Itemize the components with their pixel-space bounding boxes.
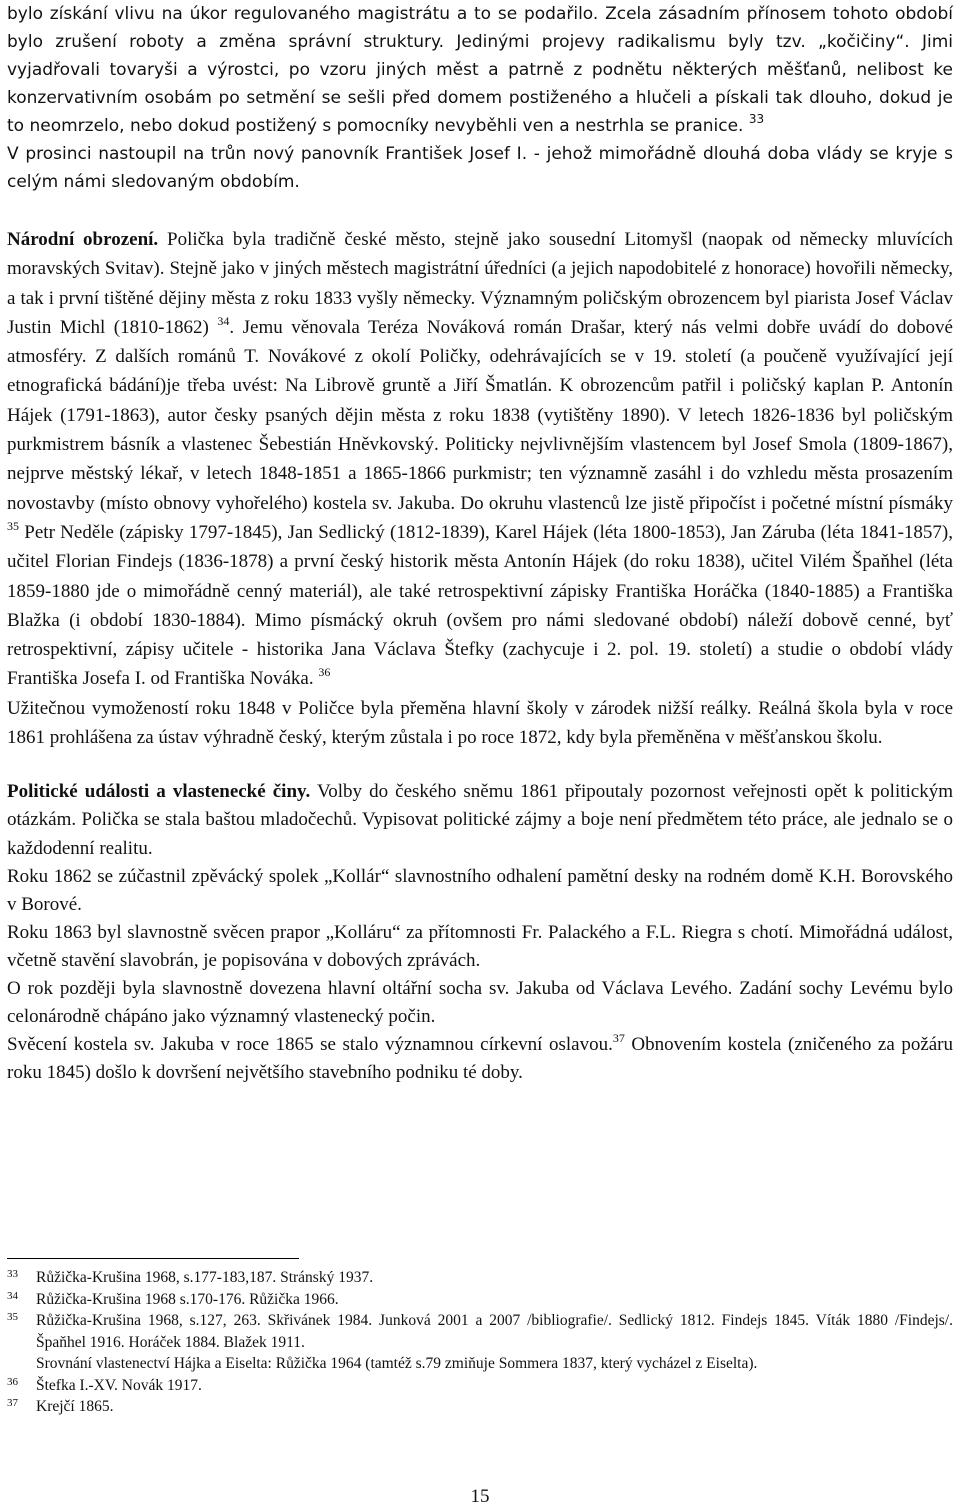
footnote-ref-34[interactable]: 34	[217, 313, 230, 328]
paragraph-text: Petr Neděle (zápisky 1797-1845), Jan Sedlický (1812-1839), Karel Hájek (léta 1800-1853), Jan Záruba (léta 1841-1857), učitel Florian Findejs (1836-1878) a první český historik města Antonín Hájek (do roku 1838), učitel Vilém Špaňhel (léta 1859-1880 jde o mimořádně cenný materiál), ale také retrospektivní zápisky Františka Horáčka (1840-1885) a Františka Blažka (i období 1830-1884). Mimo písmácký okruh (ovšem pro námi sledované období) náleží dobově cenné, byť retrospektivní, zápisy učitele - historika Jana Václava Štefky (zachycuje i 2. pol. 19. století) a studie o období vlády Františka Josefa I. od Františka Nováka.	[7, 521, 953, 690]
footnote-ref-35[interactable]: 35	[7, 518, 19, 533]
paragraph-political-events	[7, 778, 953, 1087]
footnote-item	[7, 1375, 953, 1397]
footnote-text: Srovnání vlastenectví Hájka a Eiselta: Růžička 1964 (tamtéž s.79 zmiňuje Sommera 1837, který vycházel z Eiselta).	[36, 1355, 758, 1372]
paragraph-revolution	[7, 0, 953, 196]
paragraph-text: Roku 1862 se zúčastnil zpěvácký spolek „Kollár“ slavnostního odhalení pamětní desky na rodném domě K.H. Borovského v Borové.	[7, 865, 953, 915]
footnote-item	[7, 1289, 953, 1311]
footnote-text: Růžička-Krušina 1968, s.177-183,187. Stránský 1937.	[36, 1269, 374, 1286]
footnote-item	[7, 1310, 953, 1353]
footnote-number	[7, 1353, 36, 1375]
footnotes	[7, 1267, 953, 1418]
footnote-ref-36[interactable]: 36	[318, 665, 331, 680]
footnote-text: Růžička-Krušina 1968 s.170-176. Růžička 1966.	[36, 1290, 339, 1308]
paragraph-text: O rok později byla slavnostně dovezena hlavní oltářní socha sv. Jakuba od Václava Levého. Zadání sochy Levému bylo celonárodně chápáno jako významný vlastenecký počin.	[7, 978, 953, 1028]
footnote-text: Štefka I.-XV. Novák 1917.	[36, 1376, 202, 1394]
footnote-number: 35	[7, 1311, 18, 1323]
paragraph-text: Roku 1863 byl slavnostně svěcen prapor „Kolláru“ za přítomnosti Fr. Palackého a F.L. Riegra s chotí. Mimořádná událost, včetně stavění slavobrán, je popisována v dobových zprávách.	[7, 921, 953, 971]
section-heading: Politické události a vlastenecké činy.	[7, 781, 311, 803]
footnote-number: 37	[7, 1397, 18, 1409]
paragraph-text: Polička byla tradičně české město, stejně jako sousední Litomyšl (naopak od německy mluvících moravských Svitav). Stejně jako v jiných městech magistrátní úředníci (a jejich napodobitelé z honorace) hovořili německy, a tak i první tištěné dějiny města z roku 1833 vyšly německy. Významným poličským obrozencem byl piarista Josef Václav Justin Michl (1810-1862)	[7, 229, 953, 338]
footnote-number: 33	[7, 1268, 18, 1280]
footnote-text: Krejčí 1865.	[36, 1398, 114, 1415]
paragraph-text: Svěcení kostela sv. Jakuba v roce 1865 se stalo významnou církevní oslavou.	[7, 1034, 613, 1056]
footnote-ref-37[interactable]: 37	[612, 1031, 625, 1046]
paragraph-text: Užitečnou vymožeností roku 1848 v Poličce byla přeměna hlavní školy v zárodek nižší reálky. Reálná škola byla v roce 1861 prohlášena za ústav výhradně český, kterým zůstala i po roce 1872, kdy byla přeměněna v měšťanskou školu.	[7, 697, 953, 749]
paragraph-text: Obnovením kostela (zničeného za požáru roku 1845) došlo k dovršení největšího stavebního podniku té doby.	[7, 1034, 954, 1084]
footnote-divider	[7, 1258, 299, 1259]
footnote-number: 36	[7, 1375, 18, 1388]
paragraph-text: Volby do českého sněmu 1861 připoutaly pozornost veřejnosti opět k politickým otázkám. Polička se stala baštou mladočechů. Vypisovat politické zájmy a boje není předmětem této práce, ale jednalo se o každodenní realitu.	[7, 781, 953, 859]
footnote-item	[7, 1267, 953, 1289]
footnote-text: Růžička-Krušina 1968, s.127, 263. Skřivánek 1984. Junková 2001 a 2007 /bibliografie/. Sedlický 1812. Findejs 1845. Víták 1880 /Findejs/. Špaňhel 1916. Horáček 1884. Blažek 1911.	[36, 1312, 953, 1351]
section-heading: Národní obrození.	[7, 229, 159, 250]
paragraph-text: bylo získání vlivu na úkor regulovaného magistrátu a to se podařilo. Zcela zásadním přínosem tohoto období bylo zrušení roboty a změna správní struktury. Jedinými projevy radikalismu byly tzv. „kočičiny“. Jimi vyjadřovali tovaryši a výrostci, po vzoru jiných měst a patrně z podnětu některých měšťanů, nelibost ke konzervativním osobám po setmění se sešli před domem postiženého a hlučeli a pískali tak dlouho, dokud je to neomrzelo, nebo dokud postižený s pomocníky nevyběhli ven a nestrhla se pranice.	[7, 4, 953, 136]
footnote-ref-33[interactable]: 33	[748, 112, 765, 126]
page-body	[7, 0, 953, 1087]
paragraph-text: V prosinci nastoupil na trůn nový panovník František Josef I. - jehož mimořádně dlouhá doba vlády se kryje s celým námi sledovaným obdobím.	[7, 144, 953, 192]
footnote-item	[7, 1353, 953, 1375]
footnote-number: 34	[7, 1289, 18, 1302]
paragraph-national-revival	[7, 225, 953, 752]
paragraph-text: . Jemu věnovala Teréza Nováková román Drašar, který nás velmi dobře uvádí do dobové atmosféry. Z dalších románů T. Novákové z okolí Poličky, odehrávajících se v 19. století (a poučeně využívající její etnografická bádání)je třeba uvést: Na Librově gruntě a Jiří Šmatlán. K obrozencům patřil i poličský kaplan P. Antonín Hájek (1791-1863), autor česky psaných dějin města z roku 1838 (vytištěny 1890). V letech 1826-1836 byl poličským purkmistrem básník a vlastenec Šebestián Hněvkovský. Politicky nejvlivnějším vlastencem byl Josef Smola (1809-1867), nejprve městský lékař, v letech 1848-1851 a 1865-1866 purkmistr; ten významně zasáhl i do vzhledu města prosazením novostavby (místo obnovy vyhořelého) kostela sv. Jakuba. Do okruhu vlastenců lze jistě připočíst i početné místní písmáky	[7, 316, 953, 514]
page-number: 15	[470, 1486, 490, 1507]
footnote-item	[7, 1396, 953, 1418]
